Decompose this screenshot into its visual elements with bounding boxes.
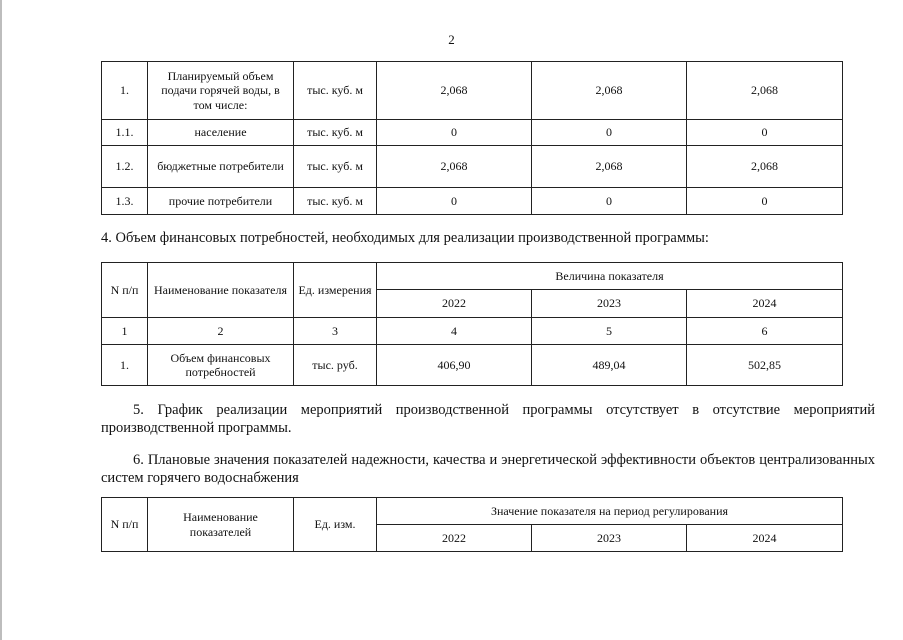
- unit-cell: тыс. куб. м: [294, 62, 377, 120]
- column-index: 5: [532, 318, 687, 345]
- table-header-row: [102, 498, 843, 525]
- value-2024: 0: [687, 120, 843, 146]
- page-left-edge: [0, 0, 2, 640]
- header-number: N п/п: [102, 498, 148, 552]
- column-index: 2: [148, 318, 294, 345]
- value-2024: 2,068: [687, 62, 843, 120]
- table-row: [102, 345, 843, 386]
- indicator-name: Планируемый объем подачи горячей воды, в том числе:: [148, 62, 294, 120]
- value-2024: 2,068: [687, 146, 843, 188]
- indicator-name: прочие потребители: [148, 188, 294, 215]
- section-5-paragraph: 5. График реализации мероприятий производственной программы отсутствует в отсутствие мероприятий производственной программы.: [101, 402, 875, 436]
- header-year-2022: 2022: [377, 290, 532, 318]
- table-header-row: [102, 263, 843, 290]
- row-number: 1.: [102, 62, 148, 120]
- table-row: [102, 188, 843, 215]
- value-2023: 2,068: [532, 62, 687, 120]
- header-year-2024: 2024: [687, 525, 843, 552]
- value-2022: 0: [377, 188, 532, 215]
- table-row: [102, 146, 843, 188]
- value-2024: 502,85: [687, 345, 843, 386]
- table-row: [102, 62, 843, 120]
- header-value-group: Величина показателя: [377, 263, 843, 290]
- indicator-name: население: [148, 120, 294, 146]
- header-unit: Ед. измерения: [294, 263, 377, 318]
- value-2023: 2,068: [532, 146, 687, 188]
- header-indicator-name: Наименование показателя: [148, 263, 294, 318]
- value-2024: 0: [687, 188, 843, 215]
- header-indicator-name: Наименование показателей: [148, 498, 294, 552]
- header-year-2023: 2023: [532, 525, 687, 552]
- unit-cell: тыс. руб.: [294, 345, 377, 386]
- section-6-paragraph: 6. Плановые значения показателей надежности, качества и энергетической эффективности объектов централизованных систем горячего водоснабжения: [101, 452, 875, 486]
- column-index: 3: [294, 318, 377, 345]
- value-2023: 489,04: [532, 345, 687, 386]
- header-unit: Ед. изм.: [294, 498, 377, 552]
- value-2022: 2,068: [377, 146, 532, 188]
- row-number: 1.3.: [102, 188, 148, 215]
- page-number: 2: [448, 32, 455, 47]
- value-2022: 406,90: [377, 345, 532, 386]
- unit-cell: тыс. куб. м: [294, 188, 377, 215]
- header-value-group: Значение показателя на период регулирования: [377, 498, 843, 525]
- column-index-row: [102, 318, 843, 345]
- column-index: 1: [102, 318, 148, 345]
- header-year-2024: 2024: [687, 290, 843, 318]
- column-index: 6: [687, 318, 843, 345]
- value-2023: 0: [532, 120, 687, 146]
- header-year-2022: 2022: [377, 525, 532, 552]
- value-2022: 2,068: [377, 62, 532, 120]
- unit-cell: тыс. куб. м: [294, 146, 377, 188]
- header-year-2023: 2023: [532, 290, 687, 318]
- financial-needs-table: [101, 262, 843, 386]
- row-number: 1.: [102, 345, 148, 386]
- hot-water-volume-table: [101, 61, 843, 215]
- value-2022: 0: [377, 120, 532, 146]
- section-4-heading: 4. Объем финансовых потребностей, необходимых для реализации производственной программы:: [101, 230, 709, 246]
- reliability-indicators-table: [101, 497, 843, 552]
- column-index: 4: [377, 318, 532, 345]
- row-number: 1.2.: [102, 146, 148, 188]
- unit-cell: тыс. куб. м: [294, 120, 377, 146]
- row-number: 1.1.: [102, 120, 148, 146]
- indicator-name: Объем финансовых потребностей: [148, 345, 294, 386]
- header-number: N п/п: [102, 263, 148, 318]
- indicator-name: бюджетные потребители: [148, 146, 294, 188]
- value-2023: 0: [532, 188, 687, 215]
- table-row: [102, 120, 843, 146]
